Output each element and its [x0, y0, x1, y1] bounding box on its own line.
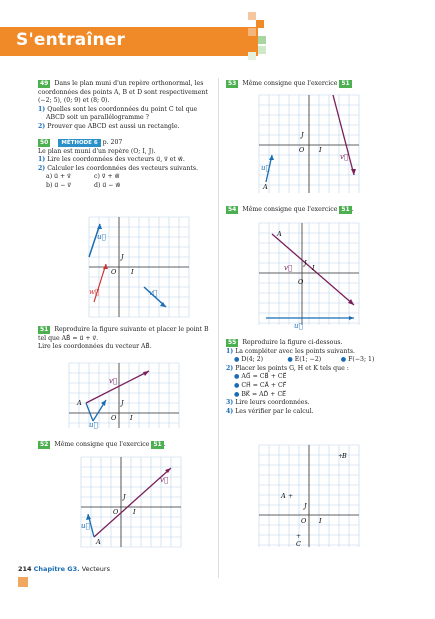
text-line: Quelles sont les coordonnées du point C tel que: [47, 105, 198, 113]
question-number: 1): [226, 347, 234, 355]
vector-label-u: u⃗: [97, 233, 106, 241]
text-line: Dans le plan muni d'un repère orthonormal, les: [54, 80, 204, 87]
exercise-number: 53: [228, 80, 237, 87]
vector-label-u: u⃗: [294, 322, 303, 330]
vector-label-w: w⃗: [89, 288, 100, 296]
text-line: .: [351, 206, 354, 213]
sub-question: b) u⃗ − v⃗: [46, 181, 72, 189]
figure-54: [254, 218, 366, 330]
text-line: coordonnées des points A, B et D sont respectivement: [38, 88, 208, 96]
vector-label-v: v⃗: [109, 377, 118, 385]
vector-label-v: v⃗: [149, 289, 158, 297]
text-line: Placer les points G, H et K tels que :: [235, 364, 349, 372]
question-number: 2): [38, 164, 46, 172]
vector-label-u: u⃗: [81, 522, 90, 530]
origin-label: O: [111, 414, 117, 422]
unit-label-j: J: [304, 259, 307, 267]
exercise-53: [226, 80, 406, 89]
text-line: (−2; 5), (0; 9) et (8; 0).: [38, 97, 110, 105]
svg-text:+: +: [296, 533, 302, 540]
sub-question: a) u⃗ + v⃗: [46, 173, 71, 181]
decorative-squares: [232, 12, 272, 62]
unit-label-j: J: [121, 399, 124, 407]
page-number: 214: [18, 565, 32, 573]
footer-square: [18, 577, 28, 587]
exercise-49: [38, 80, 216, 132]
text-line: Lire leurs coordonnées.: [235, 399, 310, 407]
vector-label-u: u⃗: [261, 164, 270, 172]
equation: AG⃗ = CB⃗ + CE⃗: [241, 373, 287, 381]
bullet-icon: ●: [340, 356, 347, 364]
exercise-number: 51: [40, 326, 49, 333]
origin-label: O: [299, 146, 305, 154]
point-label-a: A: [277, 230, 282, 238]
sub-question: c) v⃗ + w⃗: [94, 173, 120, 181]
text-line: La compléter avec les points suivants.: [235, 347, 355, 355]
bullet-icon: ●: [234, 390, 240, 398]
text-line: Le plan est muni d'un repère (O; I, J).: [38, 147, 156, 155]
unit-label-i: I: [312, 264, 315, 272]
text-line: Lire les coordonnées du vecteur AB⃗.: [38, 343, 152, 351]
text-line: Même consigne que l'exercice: [242, 206, 338, 213]
chapter-label: Chapitre G3.: [33, 565, 80, 573]
exercise-number: 54: [228, 206, 237, 213]
exercise-number: 50: [40, 139, 49, 146]
figure-52: [76, 452, 186, 552]
point-label-a: A: [263, 183, 268, 191]
unit-label-j: J: [123, 493, 126, 501]
point-label-c: C: [296, 540, 301, 548]
point-label-a: A: [77, 399, 82, 407]
equation: BK⃗ = AD⃗ + CE⃗: [241, 390, 287, 398]
point-label-b: B: [342, 452, 347, 460]
exercise-number: 52: [40, 441, 49, 448]
unit-label-i: I: [130, 414, 133, 422]
origin-label: O: [111, 268, 117, 276]
text-line: Lire les coordonnées des vecteurs u⃗, v⃗ et w⃗.: [47, 156, 185, 164]
vector-label-u: u⃗: [89, 421, 98, 429]
method-link[interactable]: MÉTHODE 6: [58, 139, 100, 147]
chapter-banner: [0, 27, 258, 56]
equation: CH⃗ = CA⃗ + CF⃗: [241, 381, 287, 389]
vector-label-v: v⃗: [340, 153, 349, 161]
column-separator: [218, 78, 219, 578]
unit-label-j: J: [301, 131, 304, 139]
chapter-title: Vecteurs: [81, 565, 110, 573]
text-line: Calculer les coordonnées des vecteurs suivants.: [47, 164, 198, 172]
figure-55: [254, 440, 366, 552]
text-line: Même consigne que l'exercice: [54, 441, 150, 448]
point-item: E(1; −2): [294, 356, 322, 364]
question-number: 1): [38, 105, 46, 113]
question-number: 2): [38, 122, 46, 130]
point-item: D(4; 2): [241, 356, 264, 364]
exercise-54: [226, 206, 406, 215]
unit-label-i: I: [319, 517, 322, 525]
text-line: Reproduire la figure ci-dessous.: [242, 339, 343, 346]
exercise-reference[interactable]: 51: [153, 441, 162, 448]
question-number: 4): [226, 407, 234, 415]
unit-label-j: J: [121, 253, 124, 261]
figure-51: [64, 358, 184, 433]
bullet-icon: ●: [234, 356, 240, 364]
page-footer: [18, 565, 110, 573]
text-line: Les vérifier par le calcul.: [235, 407, 314, 415]
exercise-51: [38, 326, 216, 352]
origin-label: O: [113, 508, 119, 516]
question-number: 3): [226, 399, 234, 407]
bullet-icon: ●: [234, 381, 240, 389]
figure-50: [84, 212, 194, 322]
text-line: Prouver que ABCD est aussi un rectangle.: [47, 122, 180, 130]
exercise-number: 55: [228, 339, 237, 346]
exercise-55: [226, 339, 408, 416]
exercise-50: [38, 139, 216, 191]
bullet-icon: ●: [234, 373, 240, 381]
exercise-reference[interactable]: 51: [341, 206, 350, 213]
point-label-a: A: [281, 492, 286, 500]
text-line: ABCD soit un parallélogramme ?: [46, 114, 149, 122]
sub-question: d) u⃗ − w⃗: [94, 181, 121, 189]
page-reference: p. 207: [102, 139, 123, 146]
vector-label-v: v⃗: [160, 476, 169, 484]
origin-label: O: [298, 278, 304, 286]
question-number: 1): [38, 156, 46, 164]
point-label-a: A: [96, 538, 101, 546]
exercise-number: 49: [40, 80, 49, 87]
page-title: S'entraîner: [16, 30, 126, 50]
text-line: Reproduire la figure suivante et placer le point B: [54, 326, 209, 333]
text-line: tel que AB⃗ = u⃗ + v⃗.: [38, 334, 99, 342]
svg-text:+: +: [288, 493, 294, 500]
text-line: .: [163, 441, 166, 448]
figure-53: [254, 90, 366, 198]
unit-label-i: I: [319, 146, 322, 154]
unit-label-j: J: [304, 502, 307, 510]
point-item: F(−3; 1): [348, 356, 375, 364]
origin-label: O: [301, 517, 307, 525]
bullet-icon: ●: [287, 356, 293, 364]
exercise-52: [38, 441, 216, 450]
vector-label-v: v⃗: [284, 264, 293, 272]
text-line: Même consigne que l'exercice: [242, 80, 338, 87]
unit-label-i: I: [131, 268, 134, 276]
unit-label-i: I: [133, 508, 136, 516]
svg-text:+: +: [338, 453, 344, 460]
question-number: 2): [226, 364, 234, 372]
exercise-reference[interactable]: 51: [341, 80, 350, 87]
